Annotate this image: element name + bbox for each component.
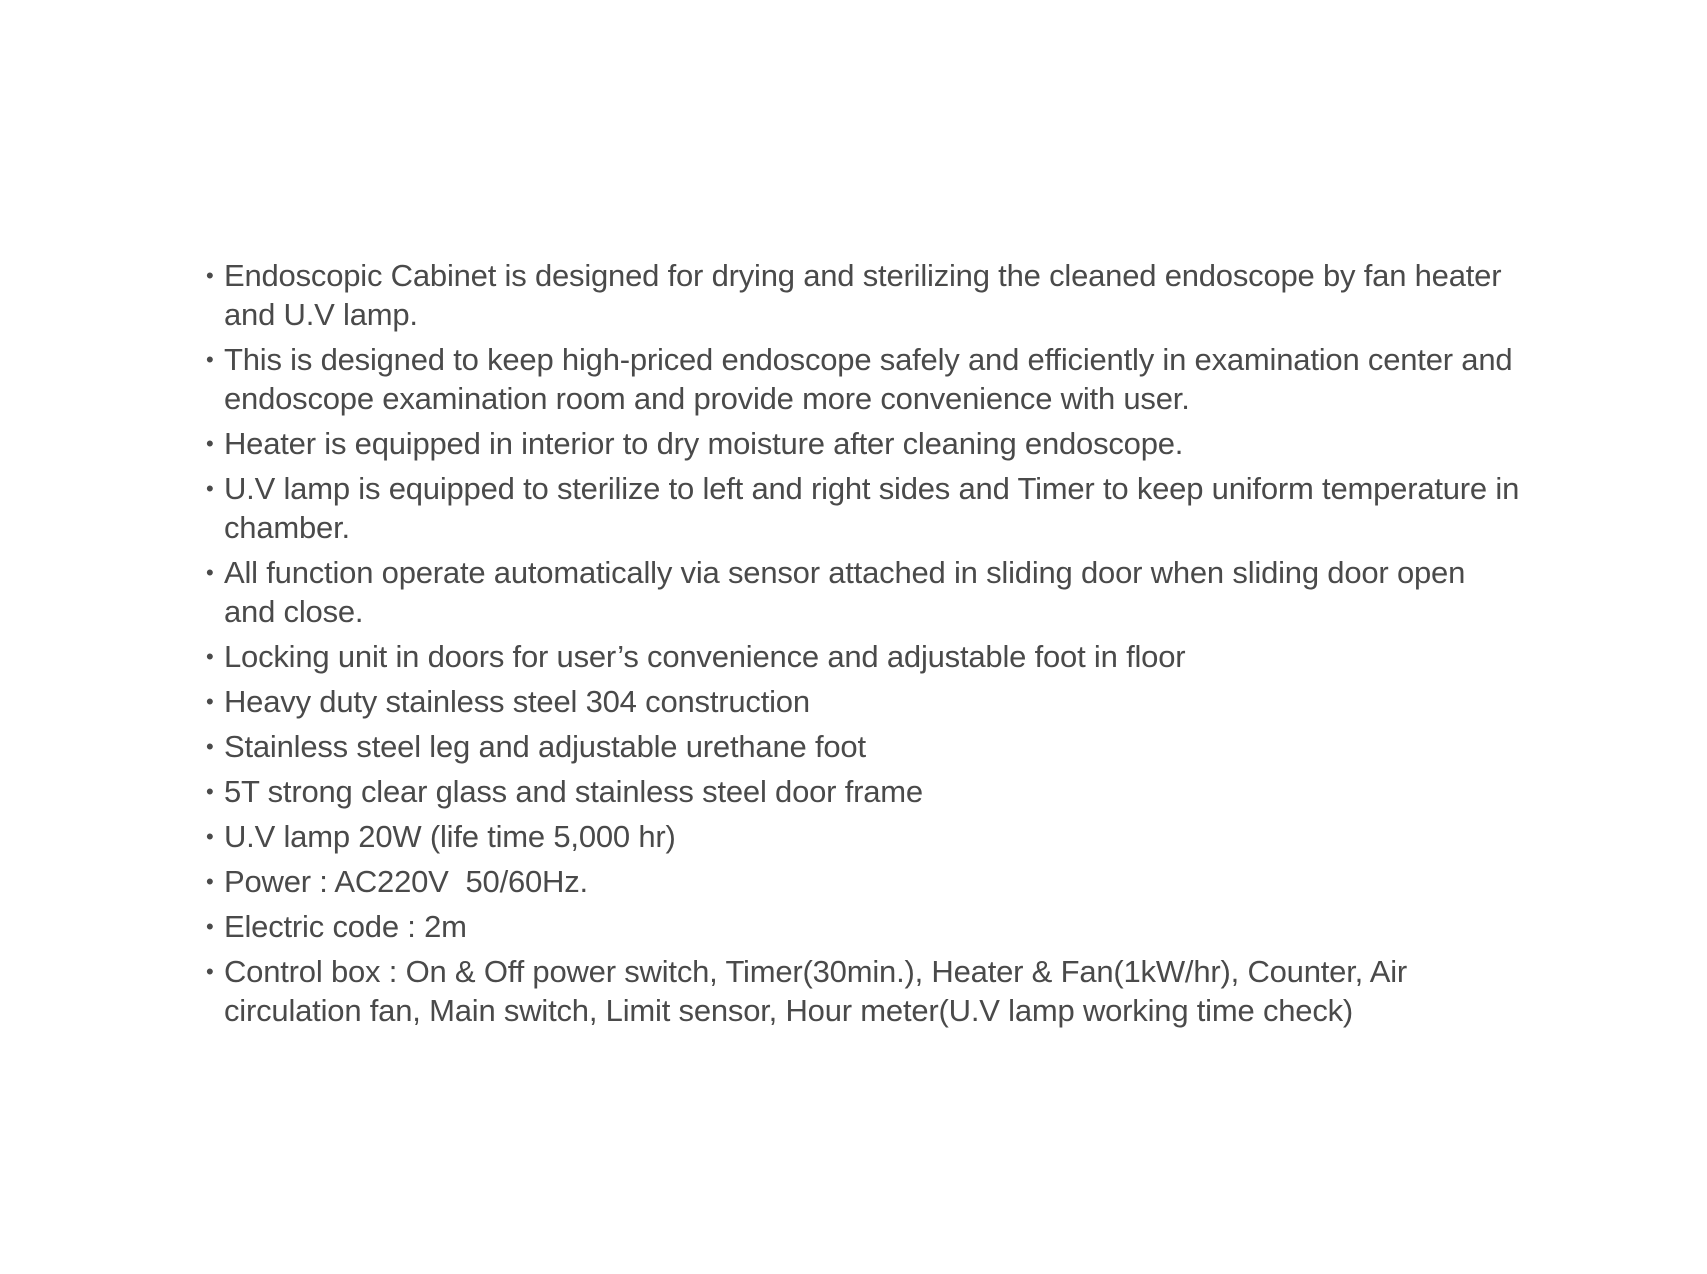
bullet-icon: •	[206, 779, 214, 804]
feature-item	[200, 256, 1520, 334]
feature-list	[200, 256, 1520, 1036]
feature-text: Power : AC220V 50/60Hz.	[224, 864, 588, 899]
bullet-icon: •	[206, 476, 214, 501]
bullet-icon: •	[206, 689, 214, 714]
feature-text: Endoscopic Cabinet is designed for drying and sterilizing the cleaned endoscope by fan heater and U.V lamp.	[224, 258, 1502, 332]
feature-item	[200, 553, 1520, 631]
feature-item	[200, 637, 1520, 676]
feature-item	[200, 862, 1520, 901]
bullet-icon: •	[206, 560, 214, 585]
feature-item	[200, 952, 1520, 1030]
feature-text: This is designed to keep high-priced endoscope safely and efficiently in examination center and endoscope examination room and provide more convenience with user.	[224, 342, 1513, 416]
bullet-icon: •	[206, 959, 214, 984]
bullet-icon: •	[206, 263, 214, 288]
bullet-icon: •	[206, 824, 214, 849]
bullet-icon: •	[206, 914, 214, 939]
feature-item	[200, 340, 1520, 418]
feature-text: 5T strong clear glass and stainless steel door frame	[224, 774, 923, 809]
bullet-icon: •	[206, 431, 214, 456]
bullet-icon: •	[206, 347, 214, 372]
feature-text: All function operate automatically via sensor attached in sliding door when sliding door open and close.	[224, 555, 1466, 629]
feature-text: Locking unit in doors for user’s convenience and adjustable foot in floor	[224, 639, 1186, 674]
feature-text: U.V lamp is equipped to sterilize to left and right sides and Timer to keep uniform temperature in chamber.	[224, 471, 1520, 545]
feature-item	[200, 772, 1520, 811]
bullet-icon: •	[206, 734, 214, 759]
feature-text: Control box : On & Off power switch, Timer(30min.), Heater & Fan(1kW/hr), Counter, Air circulation fan, Main switch, Limit sensor, Hour meter(U.V lamp working time check)	[224, 954, 1408, 1028]
bullet-icon: •	[206, 644, 214, 669]
feature-item	[200, 817, 1520, 856]
feature-text: U.V lamp 20W (life time 5,000 hr)	[224, 819, 676, 854]
bullet-icon: •	[206, 869, 214, 894]
feature-item	[200, 907, 1520, 946]
feature-text: Heater is equipped in interior to dry moisture after cleaning endoscope.	[224, 426, 1184, 461]
feature-text: Electric code : 2m	[224, 909, 467, 944]
feature-item	[200, 469, 1520, 547]
feature-item	[200, 424, 1520, 463]
feature-text: Heavy duty stainless steel 304 construction	[224, 684, 810, 719]
feature-item	[200, 682, 1520, 721]
feature-item	[200, 727, 1520, 766]
feature-text: Stainless steel leg and adjustable urethane foot	[224, 729, 866, 764]
